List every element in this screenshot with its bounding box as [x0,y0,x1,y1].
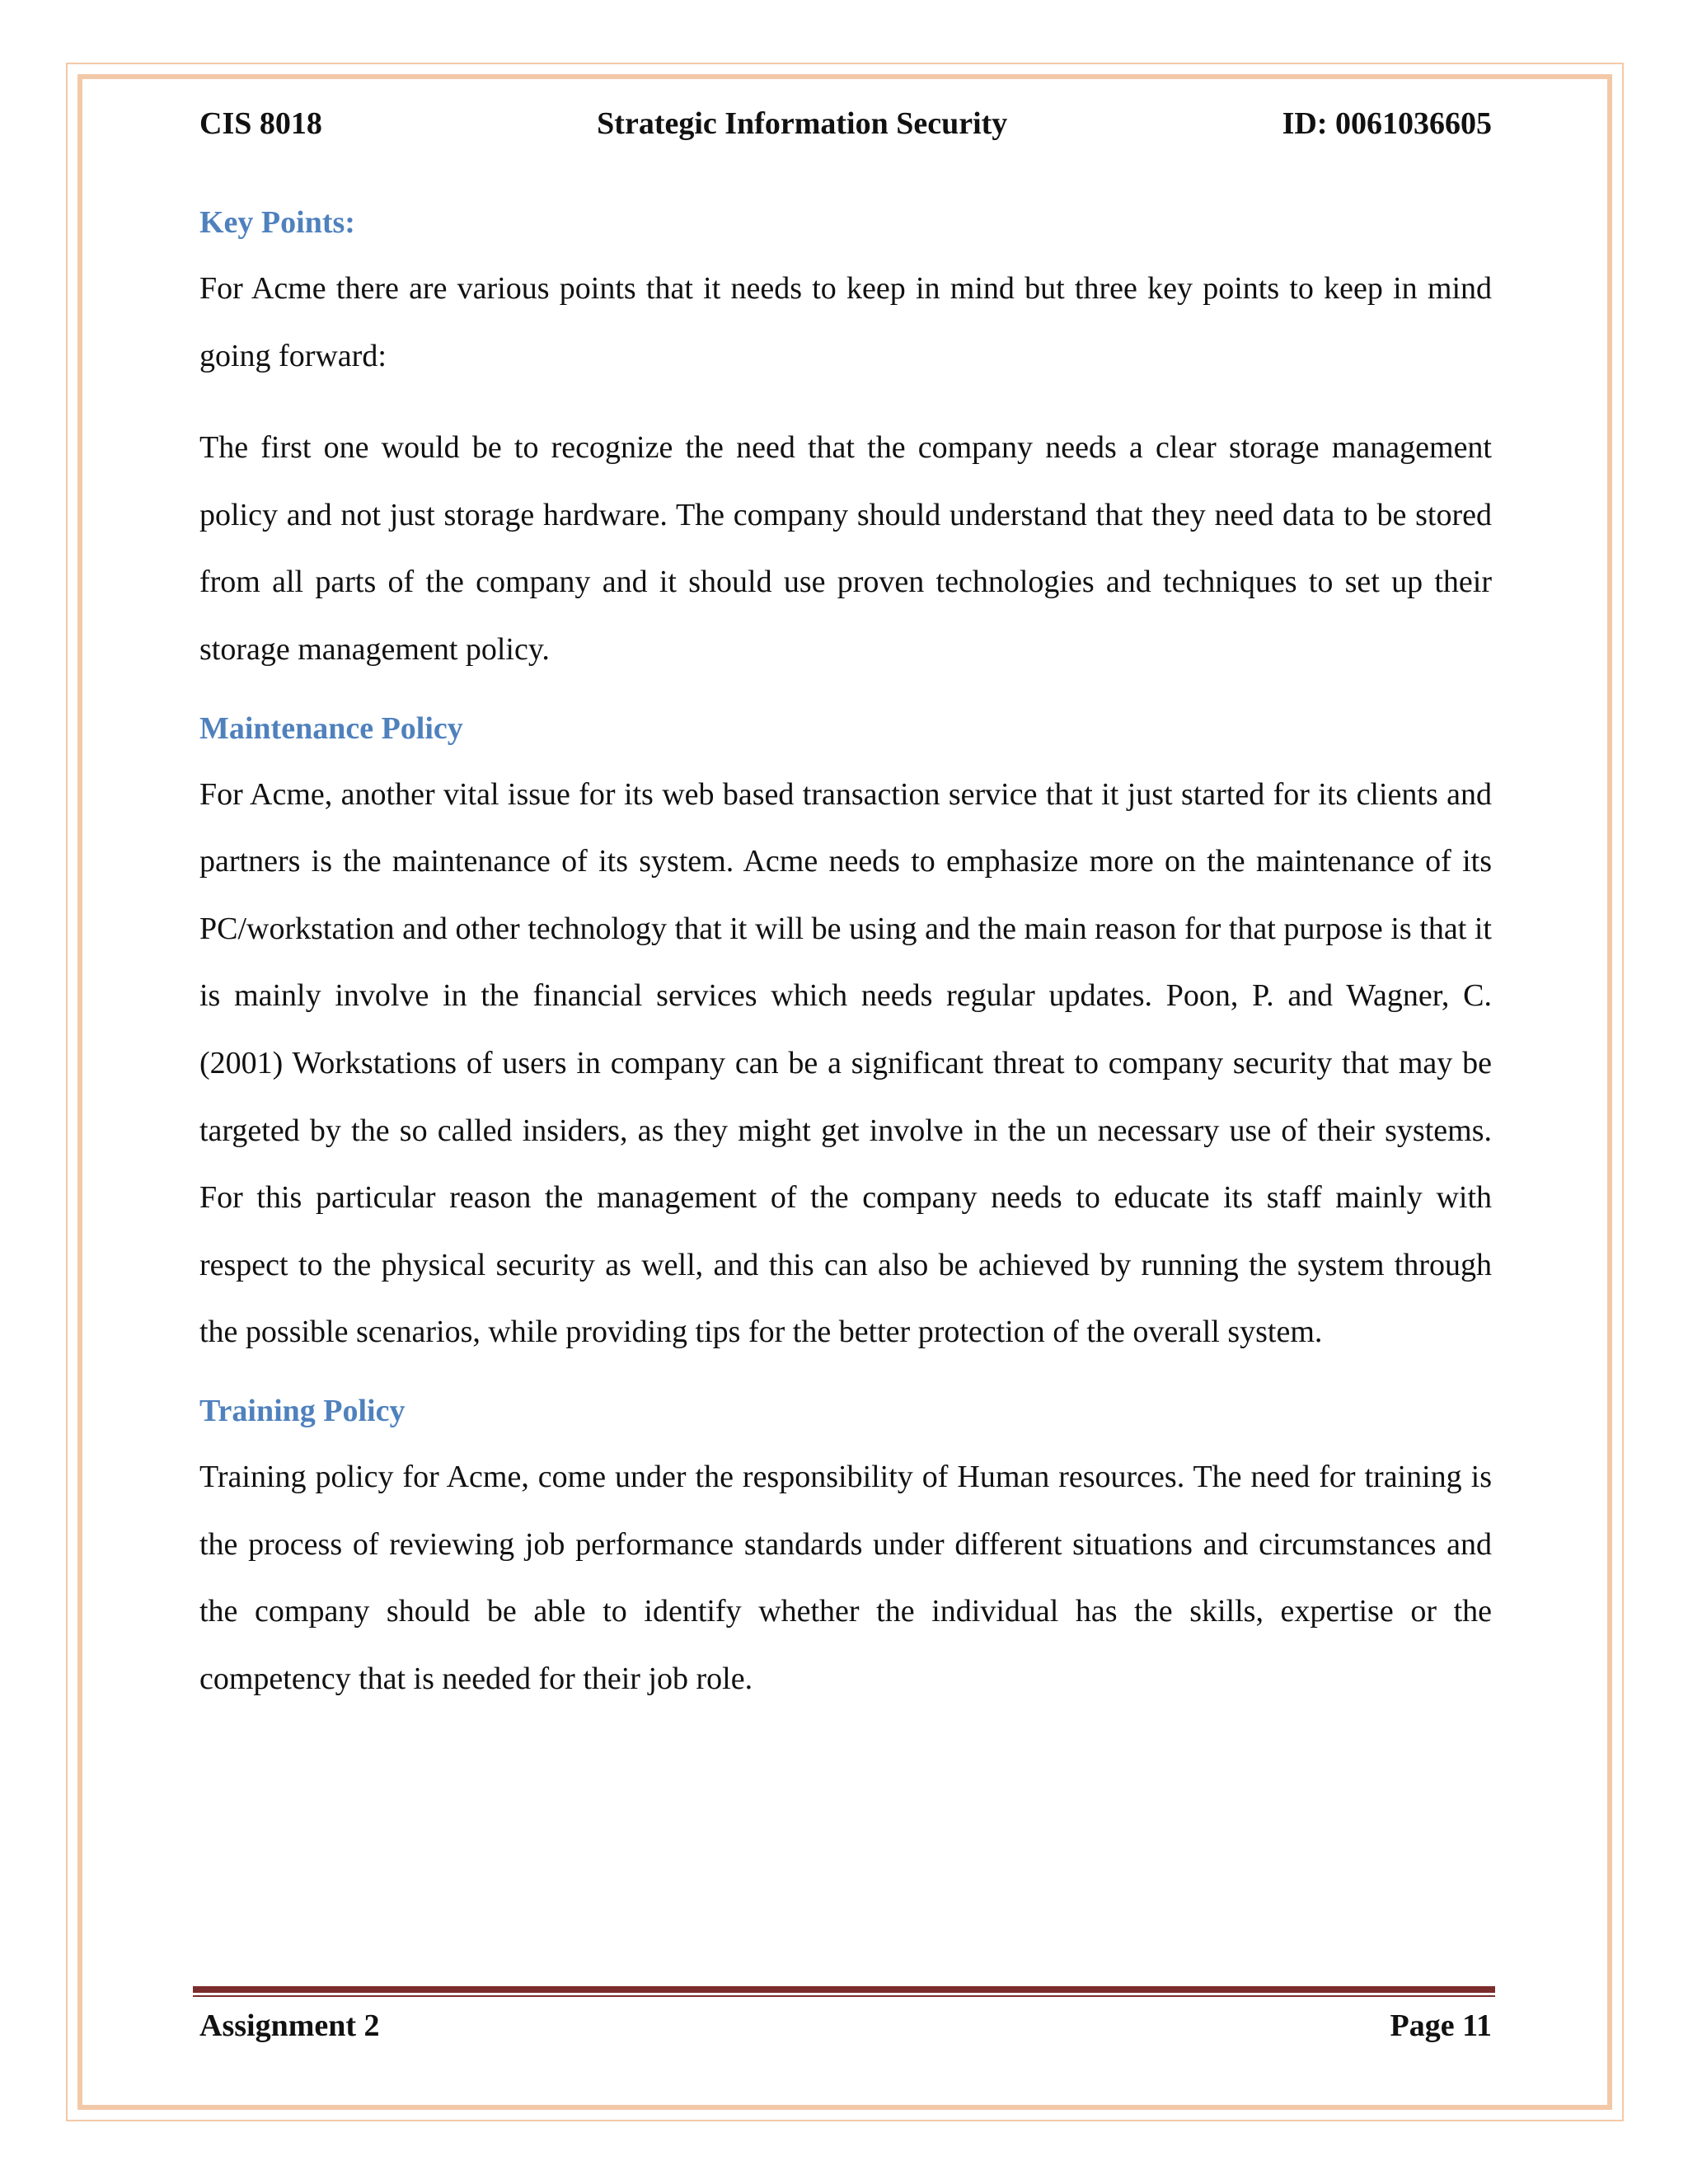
paragraph: For Acme, another vital issue for its web based transaction service that it just started for its clients and partners is the maintenance of its system. Acme needs to emphasize more on the maintenance of its PC/workstation and other technology that it will be using and the main reason for that purpose is that it is mainly involve in the financial services which needs regular updates. Poon, P. and Wagner, C. (2001) Workstations of users in company can be a significant threat to company security that may be targeted by the so called insiders, as they might get involve in the un necessary use of their systems. For this particular reason the management of the company needs to educate its staff mainly with respect to the physical security as well, and this can also be achieved by running the system through the possible scenarios, while providing tips for the better protection of the overall system. [199,776,1492,1350]
section-key-points [199,198,1492,684]
paragraph: For Acme there are various points that it needs to keep in mind but three key points to keep in mind going forward: [199,271,1492,373]
heading-maintenance-policy: Maintenance Policy [199,710,463,746]
heading-training-policy: Training Policy [199,1393,406,1428]
section-training-policy [199,1386,1492,1713]
footer-page-number: Page 11 [1390,2008,1492,2043]
page-footer [199,2001,1492,2050]
page-header [199,99,1492,148]
header-title: Strategic Information Security [597,106,1008,141]
footer-divider [193,1986,1495,1997]
footer-assignment: Assignment 2 [199,2008,380,2043]
header-student-id: ID: 0061036605 [1282,106,1492,141]
document-page [199,99,1492,1713]
heading-key-points: Key Points: [199,205,355,240]
paragraph: Training policy for Acme, come under the responsibility of Human resources. The need for training is the process of reviewing job performance standards under different situations and circumstances and the company should be able to identify whether the individual has the skills, expertise or the competency that is needed for their job role. [199,1459,1492,1696]
paragraph: The first one would be to recognize the need that the company needs a clear storage management policy and not just storage hardware. The company should understand that they need data to be stored from all parts of the company and it should use proven technologies and techniques to set up their storage management policy. [199,430,1492,667]
header-course: CIS 8018 [199,106,322,141]
section-maintenance-policy [199,704,1492,1366]
